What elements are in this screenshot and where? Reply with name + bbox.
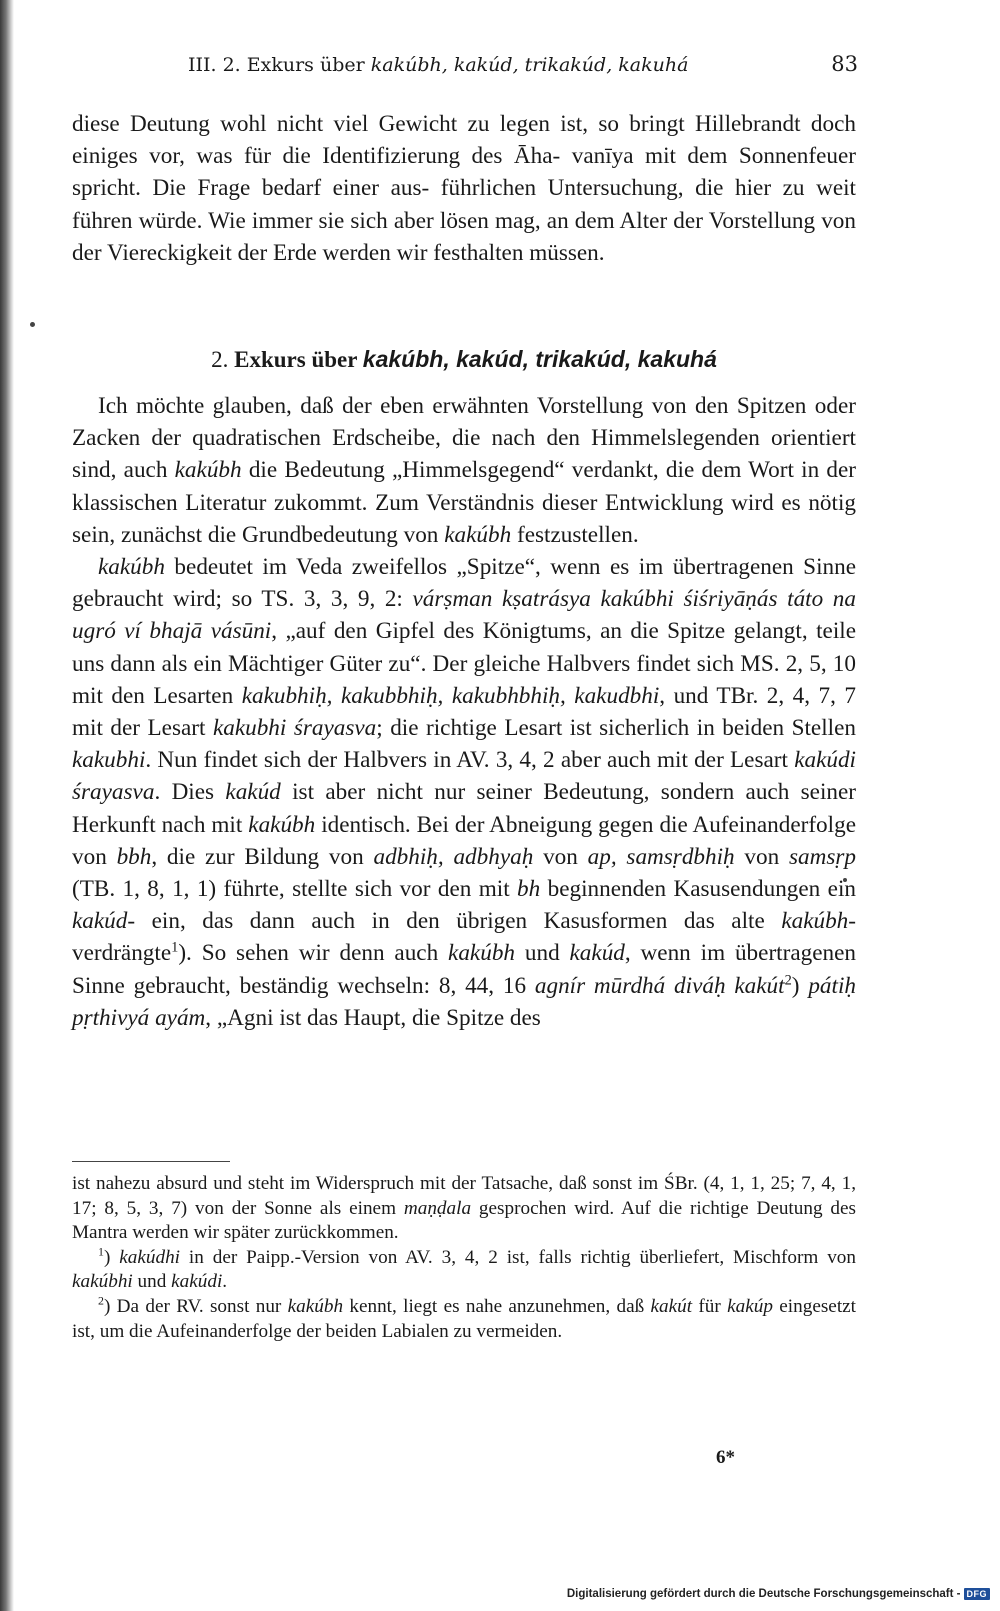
footnote-ref-2[interactable]: 2 xyxy=(784,971,792,988)
dfg-logo-icon[interactable]: DFG xyxy=(964,1588,991,1600)
footnote-1: $^1$) kakúdhi in der Paipp.-Version von AV. 3, 4, 2 ist, falls richtig überliefert, Mischform von kakúbhi und kakúdi. xyxy=(72,1244,856,1293)
footnote-continuation: ist nahezu absurd und steht im Widerspruch mit der Tatsache, daß sonst im ŚBr. (4, 1, 1, 25; 7, 4, 1, 17; 8, 5, 3, 7) von der Sonne als einem maṇḍala gesprochen wird. Auf die richtige Deutung des Mantra werden wir später zurückkommen. xyxy=(72,1173,857,1244)
page-number: 83 xyxy=(831,52,858,76)
footnotes xyxy=(72,1172,856,1344)
signature-mark: 6* xyxy=(716,1447,735,1468)
paragraph-3: kakúbh bedeutet im Veda zweifellos „Spitze“, wenn es im übertragenen Sinne gebraucht wird; so TS. 3, 3, 9, 2: várṣman kṣatrásya kakúbhi śiśriyāṇás táto na ugró ví bhajā vásūni, „auf den Gipfel des Königtums, an die Spitze gelangt, teile uns dann als ein Mächtiger Güter zu“. Der gleiche Halbvers findet sich MS. 2, 5, 10 mit den Lesarten kakubhiḥ, kakubbhiḥ, kakubhbhiḥ, kakudbhi, und TBr. 2, 4, 7, 7 mit der Lesart kakubhi śrayasva; die richtige Lesart ist sicherlich in beiden Stellen kakubhi. Nun findet sich der Halbvers in AV. 3, 4, 2 aber auch mit der Lesart kakúdi śrayasva. Dies kakúd ist aber nicht nur seiner Bedeutung, sondern auch seiner Herkunft nach mit kakúbh identisch. Bei der Abneigung gegen die Aufeinanderfolge von bbh, die zur Bildung von adbhiḥ, adbhyaḥ von ap, samsṛdbhiḥ von samsṛp (TB. 1, 8, 1, 1) führte, stellte sich vor den mit bh beginnenden Kasusendungen ein kakúd- ein, das dann auch in den übrigen Kasusformen das alte kakúbh- verdrängte$^1$). So sehen wir denn auch kakúbh und kakúd, wenn im übertragenen Sinne gebraucht, beständig wechseln: 8, 44, 16 agnír mūrdhá diváḥ kakút$^2$) pátiḥ pṛthivyá ayám, „Agni ist das Haupt, die Spitze des xyxy=(72,554,857,1031)
running-header xyxy=(188,52,858,76)
paragraph-2: Ich möchte glauben, daß der eben erwähnten Vorstellung von den Spitzen oder Zacken der quadratischen Erdscheibe, die nach den Himmelslegenden orientiert sind, auch kakúbh die Bedeutung „Himmelsgegend“ verdankt, die dem Wort in der klassischen Literatur zukommt. Zum Verständnis dieser Entwicklung wird es nötig sein, zunächst die Grundbedeutung von kakúbh festzustellen. xyxy=(72,393,856,548)
footnote-rule xyxy=(72,1161,230,1162)
footer-text: Digitalisierung gefördert durch die Deutsche Forschungsgemeinschaft - xyxy=(566,1588,961,1600)
paragraph-1-text: diese Deutung wohl nicht viel Gewicht zu legen ist, so bringt Hillebrandt doch einiges vor, was für die Identifizierung des Āha- vanīya mit dem Sonnenfeuer spricht. Die Frage bedarf einer aus- führlichen Untersuchung, die hier zu weit führen würde. Wie immer sie sich aber lösen mag, an dem Alter der Vorstellung von der Viereckigkeit der Erde werden wir festhalten müssen. xyxy=(72,111,857,266)
running-title: III. 2. Exkurs über kakúbh, kakúd, trikakúd, kakuhá xyxy=(188,54,689,76)
section-heading: 2. Exkurs über kakúbh, kakúd, trikakúd, kakuhá xyxy=(211,346,717,372)
paragraph-1 xyxy=(72,108,856,269)
footnote-ref-1[interactable]: 1 xyxy=(171,939,179,956)
body-text xyxy=(72,390,856,1034)
scan-edge xyxy=(0,0,14,1611)
footnote-2: $^2$) Da der RV. sonst nur kakúbh kennt, liegt es nahe anzunehmen, daß kakút für kakúp eingesetzt ist, um die Aufeinanderfolge der beiden Labialen zu vermeiden. xyxy=(72,1293,856,1342)
scan-speck xyxy=(30,322,35,327)
digitization-footer xyxy=(567,1588,990,1600)
